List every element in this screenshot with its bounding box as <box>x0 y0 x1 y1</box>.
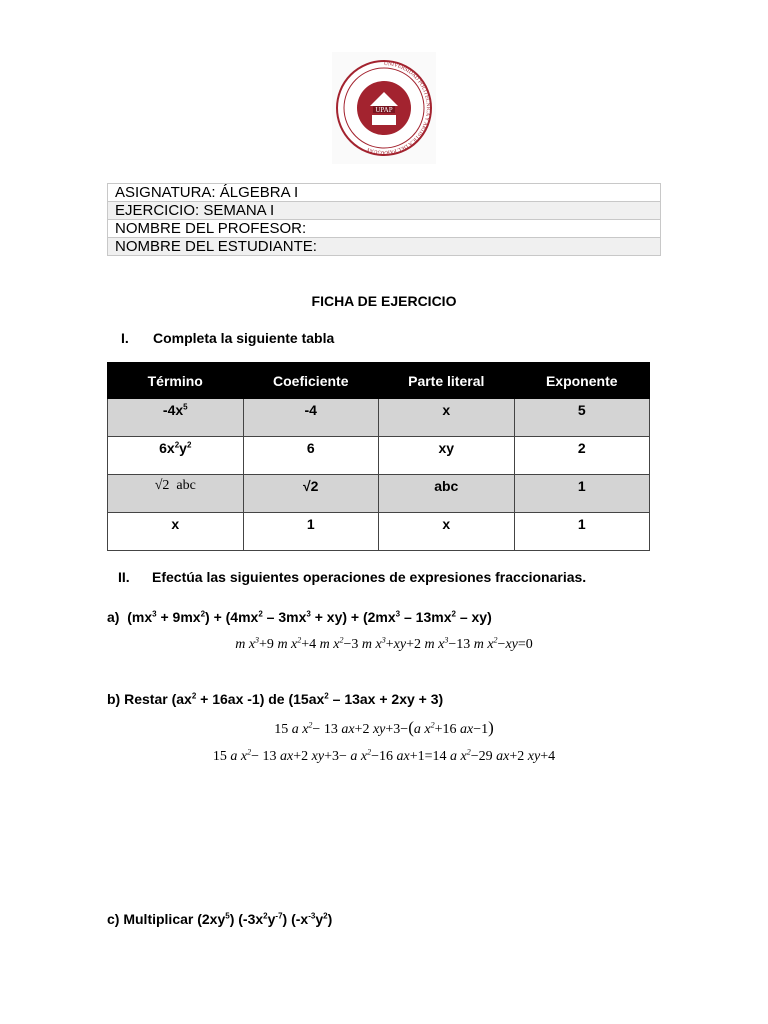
logo-abbr: UPAP <box>375 106 393 114</box>
logo-ring-text: UNIVERSIDAD POLITÉCNICA Y ARTÍSTICA DEL PARAGUAY <box>365 60 431 156</box>
table-row <box>108 513 650 551</box>
terms-table <box>107 362 650 551</box>
literal-cell: abc <box>379 475 515 513</box>
problem-b: b) Restar ($ax^2 + 16ax$ -1) de $(15ax^2 - 13ax + 2xy + 3)$ <box>107 691 444 707</box>
term-cell: $6x^2y^2$ <box>108 437 244 475</box>
section-2-number: II. <box>118 569 130 585</box>
coefficient-cell: √2 <box>243 475 379 513</box>
section-2-heading <box>118 569 586 585</box>
section-2-text: Efectúa las siguientes operaciones de expresiones fraccionarias. <box>152 569 587 585</box>
section-1-number: I. <box>121 330 129 346</box>
exponent-cell: 1 <box>514 475 650 513</box>
header-literal: Parte literal <box>379 363 515 399</box>
term-cell: √2 abc <box>108 475 244 513</box>
literal-cell: x <box>379 399 515 437</box>
literal-cell: x <box>379 513 515 551</box>
exercise-row: EJERCICIO: SEMANA I <box>108 202 661 220</box>
student-name-row: NOMBRE DEL ESTUDIANTE: <box>108 238 661 256</box>
coefficient-cell: 6 <box>243 437 379 475</box>
subject-row: ASIGNATURA: ÁLGEBRA I <box>108 184 661 202</box>
header-info-table <box>107 183 661 256</box>
university-logo <box>332 52 436 164</box>
coefficient-cell: -4 <box>243 399 379 437</box>
term-cell: x <box>108 513 244 551</box>
exponent-cell: 1 <box>514 513 650 551</box>
teacher-name-row: NOMBRE DEL PROFESOR: <box>108 220 661 238</box>
section-1-heading <box>121 330 334 346</box>
problem-a: a) $(mx^3 + 9mx^2) + (4mx^2 - 3mx^3 + xy) + (2mx^3 - 13mx^2 - xy)$ <box>107 609 492 625</box>
table-header-row <box>108 363 650 399</box>
term-cell: $-4x^5$ <box>108 399 244 437</box>
exponent-cell: 2 <box>514 437 650 475</box>
header-coefficient: Coeficiente <box>243 363 379 399</box>
table-row <box>108 437 650 475</box>
problem-a-solution: m $x^3+9$ m $x^2+4$ m $x^2-3$ m $x^3+xy+2$ m $x^3-13$ m $x^2-xy=0$ <box>235 635 533 652</box>
problem-b-solution-step-2: 15 a $x^2- 13$ ax+2 xy+3− a $x^2-16$ ax+1=14 a $x^2-29$ ax+2 xy+4 <box>212 747 556 764</box>
literal-cell: xy <box>379 437 515 475</box>
section-1-text: Completa la siguiente tabla <box>153 330 335 346</box>
worksheet-title: FICHA DE EJERCICIO <box>311 293 457 309</box>
table-row <box>108 399 650 437</box>
header-term: Término <box>108 363 244 399</box>
header-exponent: Exponente <box>514 363 650 399</box>
problem-c: c) Multiplicar $(2xy^5)$ $(-3x^2y^{-7})$ $(-x^{-3}y^2)$ <box>107 911 333 927</box>
coefficient-cell: 1 <box>243 513 379 551</box>
table-row <box>108 475 650 513</box>
problem-b-solution-step-1: 15 a $x^2- 13$ ax+2 xy+3−(a $x^2+16$ ax−1) <box>274 718 494 737</box>
exponent-cell: 5 <box>514 399 650 437</box>
